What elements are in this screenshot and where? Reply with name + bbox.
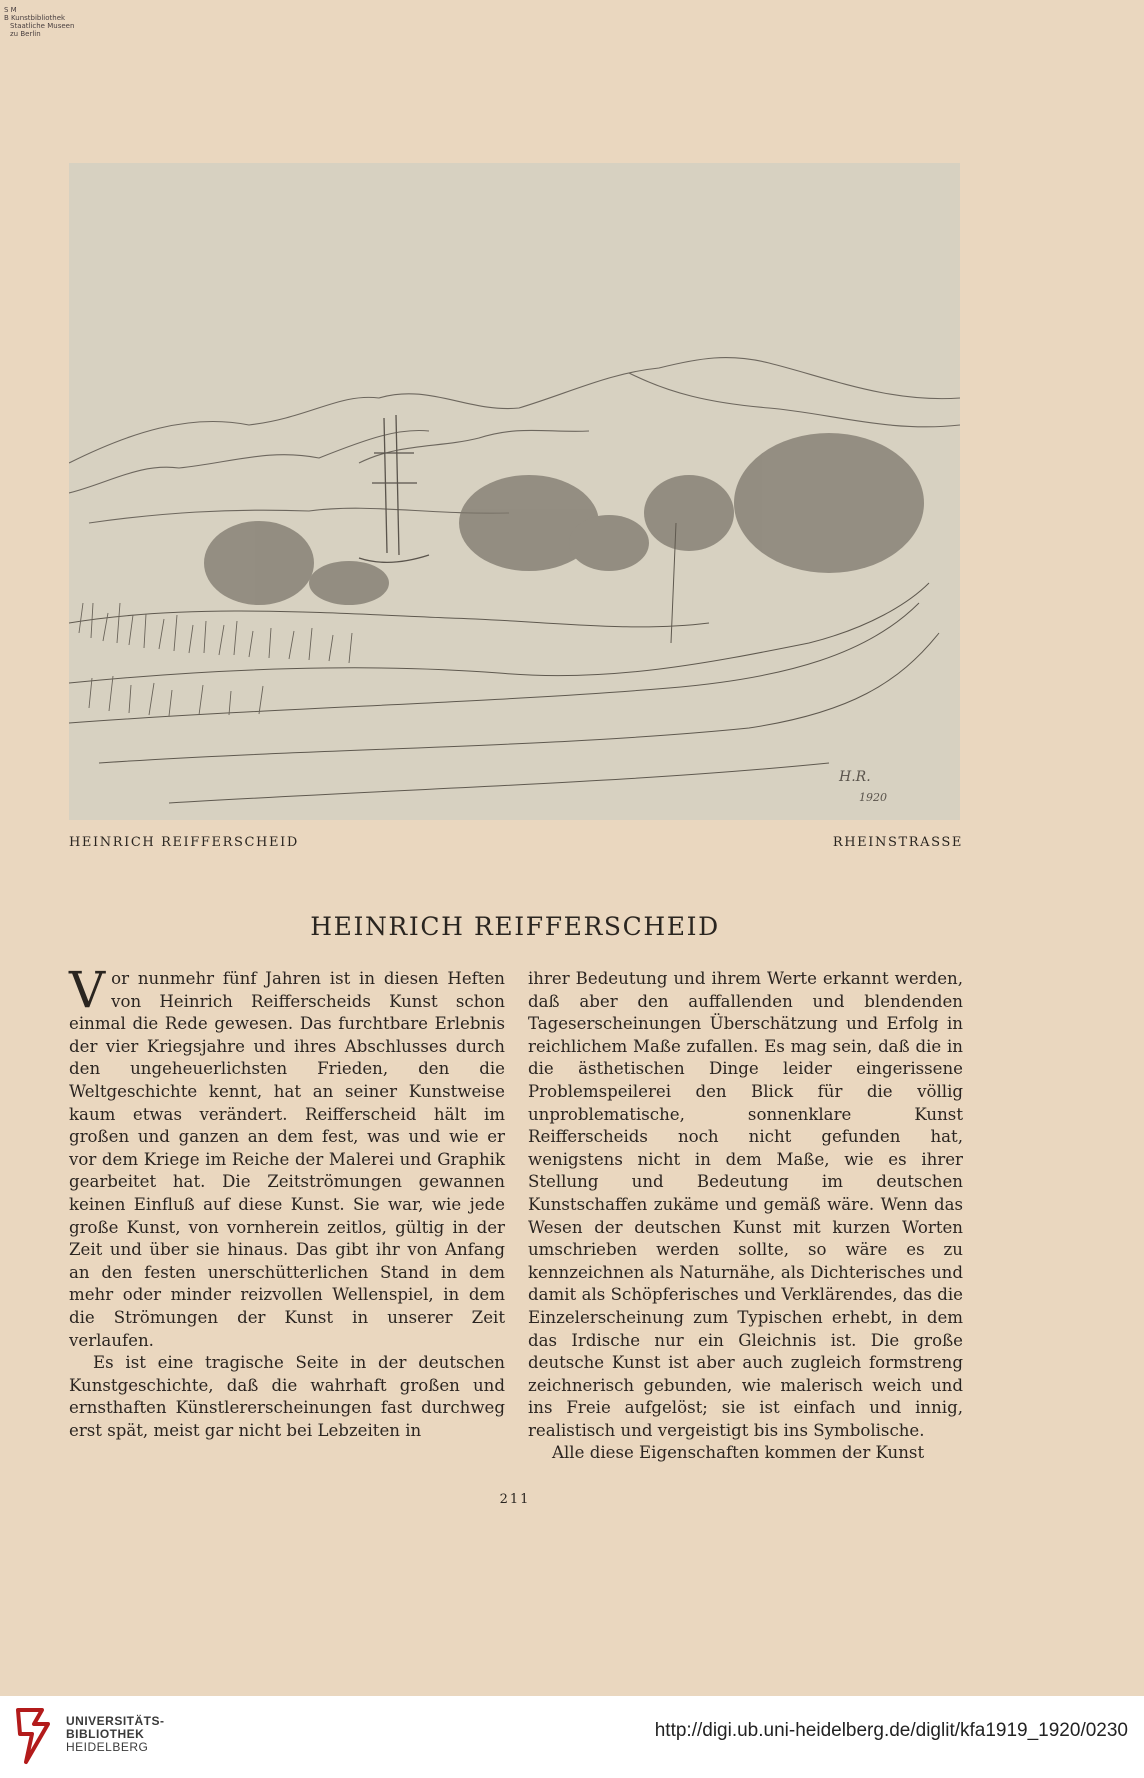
paragraph: Alle diese Eigenschaften kommen der Kunst	[552, 1443, 925, 1463]
paragraph: Es ist eine tragische Seite in der deutschen Kunstgeschichte, daß die wahrhaft großen und ernsthaften Künstlererscheinungen fast durchweg erst spät, meist gar nicht bei Lebzeiten in	[69, 1353, 505, 1440]
dropcap: V	[69, 961, 106, 1019]
article-title: HEINRICH REIFFERSCHEID	[310, 912, 720, 941]
permalink-url[interactable]: http://digi.ub.uni-heidelberg.de/diglit/kfa1919_1920/0230	[654, 1720, 1128, 1741]
page-number: 211	[499, 1492, 531, 1507]
library-stamp	[4, 6, 84, 38]
library-name[interactable]	[66, 1715, 165, 1754]
caption-title: RHEINSTRASSE	[832, 835, 963, 850]
caption-artist: HEINRICH REIFFERSCHEID	[69, 835, 299, 850]
digitization-footer	[0, 1696, 1144, 1778]
landscape-illustration	[69, 163, 960, 820]
library-name-line: HEIDELBERG	[66, 1740, 149, 1754]
paragraph	[69, 961, 505, 1352]
artist-signature: H.R.	[839, 769, 871, 785]
stamp-line: Staatliche Museen	[10, 22, 75, 30]
stamp-line: S M	[4, 6, 17, 14]
stamp-line: B Kunstbibliothek	[4, 14, 66, 22]
landscape-etching-icon	[69, 163, 960, 820]
university-library-logo-icon[interactable]	[12, 1704, 56, 1768]
text-column-right	[528, 968, 963, 1465]
library-name-line: BIBLIOTHEK	[66, 1727, 145, 1741]
text-column-left	[69, 961, 505, 1442]
signature-year: 1920	[859, 791, 887, 804]
paragraph: ihrer Bedeutung und ihrem Werte erkannt werden, daß aber den auffallenden und blendenden Tageserscheinungen Überschätzung und Erfolg in reichlichem Maße zufallen. Es mag sein, daß die in die ästhetischen Dinge leider eingerissene Problemspeilerei den Blick für die völlig unproblematische, sonnenklare Kunst Reifferscheids noch nicht gefunden hat, wenigstens nicht in dem Maße, wie es ihrer Stellung und Bedeutung im deutschen Kunstschaffen zukäme und gemäß wäre. Wenn das Wesen der deutschen Kunst mit kurzen Worten umschrieben werden sollte, so wäre es zu kennzeichnen als Naturnähe, als Dichterisches und damit als Schöpferisches und Verklärendes, das die Einzelerscheinung zum Typischen erhebt, in dem das Irdische nur ein Gleichnis ist. Die große deutsche Kunst ist aber auch zugleich formstreng zeichnerisch gebunden, wie malerisch weich und ins Freie aufgelöst; sie ist einfach und innig, realistisch und vergeistigt bis ins Symbolische.	[528, 969, 963, 1440]
library-name-line: UNIVERSITÄTS-	[66, 1714, 165, 1728]
stamp-line: zu Berlin	[10, 30, 41, 38]
paragraph-text: or nunmehr fünf Jahren ist in diesen Heften von Heinrich Reifferscheids Kunst schon einmal die Rede gewesen. Das furchtbare Erlebnis der vier Kriegsjahre und ihres Abschlusses durch den ungeheuerlichsten Frieden, den die Weltgeschichte kennt, hat an seiner Kunstweise kaum etwas verändert. Reifferscheid hält im großen und ganzen an dem fest, was und wie er vor dem Kriege im Reiche der Malerei und Graphik gearbeitet hat. Die Zeitströmungen gewannen keinen Einfluß auf diese Kunst. Sie war, wie jede große Kunst, von vornherein zeitlos, gültig in der Zeit und über sie hinaus. Das gibt ihr von Anfang an den festen unerschütterlichen Stand in dem mehr oder minder reizvollen Wellenspiel, in dem die Strömungen der Kunst in unserer Zeit verlaufen.	[69, 969, 505, 1350]
